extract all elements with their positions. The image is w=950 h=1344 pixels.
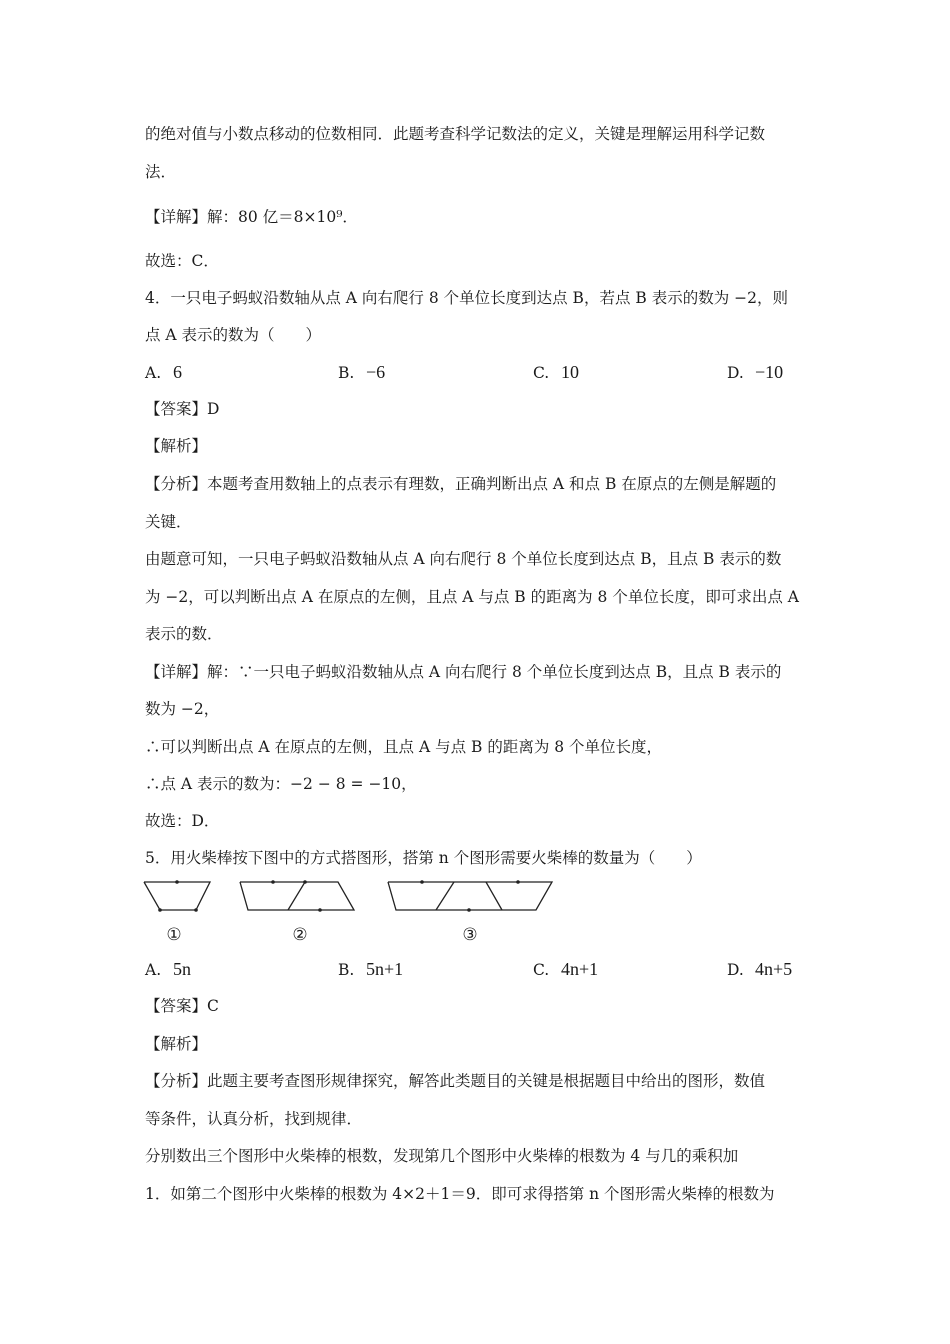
q4-option-a: A. 6: [145, 362, 182, 382]
q5-jiexi: 【解析】: [145, 1035, 208, 1053]
figure-3-dots: [420, 880, 520, 912]
q4-analysis: 关键．: [145, 513, 192, 531]
q4-paragraph: 由题意可知，一只电子蚂蚁沿数轴从点 A 向右爬行 8 个单位长度到达点 B，且点 B 表示的数: [145, 550, 782, 568]
q4-detail: 【详解】解：∵一只电子蚂蚁沿数轴从点 A 向右爬行 8 个单位长度到达点 B，且点 B 表示的: [145, 663, 782, 681]
q5-answer: 【答案】C: [145, 997, 219, 1015]
q4-options: [145, 362, 825, 384]
q5-paragraph: 分别数出三个图形中火柴棒的根数，发现第几个图形中火柴棒的根数为 4 与几的乘积加: [145, 1147, 739, 1165]
q4-detail: ∴可以判断出点 A 在原点的左侧，且点 A 与点 B 的距离为 8 个单位长度，: [145, 738, 663, 756]
q4-choice: 故选：D．: [145, 812, 220, 830]
q4-answer: 【答案】D: [145, 400, 220, 418]
detail-line: 【详解】解：80 亿＝8×10⁹．: [145, 208, 358, 226]
q4-stem: 4．一只电子蚂蚁沿数轴从点 A 向右爬行 8 个单位长度到达点 B，若点 B 表示的数为 −2，则: [145, 289, 788, 307]
q5-paragraph: 1．如第二个图形中火柴棒的根数为 4×2＋1＝9．即可求得搭第 n 个图形需火柴棒的根数为: [145, 1185, 775, 1203]
q5-analysis: 等条件，认真分析，找到规律．: [145, 1110, 363, 1128]
q4-detail: 数为 −2，: [145, 700, 220, 718]
q5-options: [145, 959, 825, 981]
q4-option-d: D. −10: [727, 362, 784, 382]
q5-option-d: D. 4n+5: [727, 959, 793, 979]
q4-option-b: B. −6: [338, 362, 386, 382]
matchstick-figures: [140, 872, 560, 950]
q5-option-a: A. 5n: [145, 959, 191, 979]
q4-analysis: 【分析】本题考查用数轴上的点表示有理数，正确判断出点 A 和点 B 在原点的左侧是解题的: [145, 475, 777, 493]
figure-label-2: ②: [292, 925, 308, 945]
q5-option-b: B. 5n+1: [338, 959, 404, 979]
q4-paragraph: 为 −2，可以判断出点 A 在原点的左侧，且点 A 与点 B 的距离为 8 个单位长度，即可求出点 A: [145, 588, 799, 606]
q4-paragraph: 表示的数．: [145, 625, 223, 643]
matchstick-figures-svg: [140, 872, 560, 950]
q5-stem: 5．用火柴棒按下图中的方式搭图形，搭第 n 个图形需要火柴棒的数量为（ ）: [145, 849, 702, 867]
figure-label-1: ①: [166, 925, 182, 945]
figure-label-3: ③: [462, 925, 478, 945]
choice-line: 故选：C．: [145, 252, 219, 270]
text-line: 的绝对值与小数点移动的位数相同．此题考查科学记数法的定义，关键是理解运用科学记数: [145, 125, 766, 143]
q4-jiexi: 【解析】: [145, 437, 208, 455]
q4-stem: 点 A 表示的数为（ ）: [145, 326, 322, 344]
figure-3-shape: [388, 882, 552, 910]
figure-1-dots: [158, 880, 198, 912]
q4-option-c: C. 10: [533, 362, 579, 382]
figure-2-shape: [240, 882, 354, 910]
figure-1-shape: [144, 882, 210, 910]
text-line: 法．: [145, 163, 177, 181]
q4-detail: ∴点 A 表示的数为：−2 − 8 = −10，: [145, 775, 417, 793]
q5-analysis: 【分析】此题主要考查图形规律探究，解答此类题目的关键是根据题目中给出的图形，数值: [145, 1072, 766, 1090]
q5-option-c: C. 4n+1: [533, 959, 599, 979]
